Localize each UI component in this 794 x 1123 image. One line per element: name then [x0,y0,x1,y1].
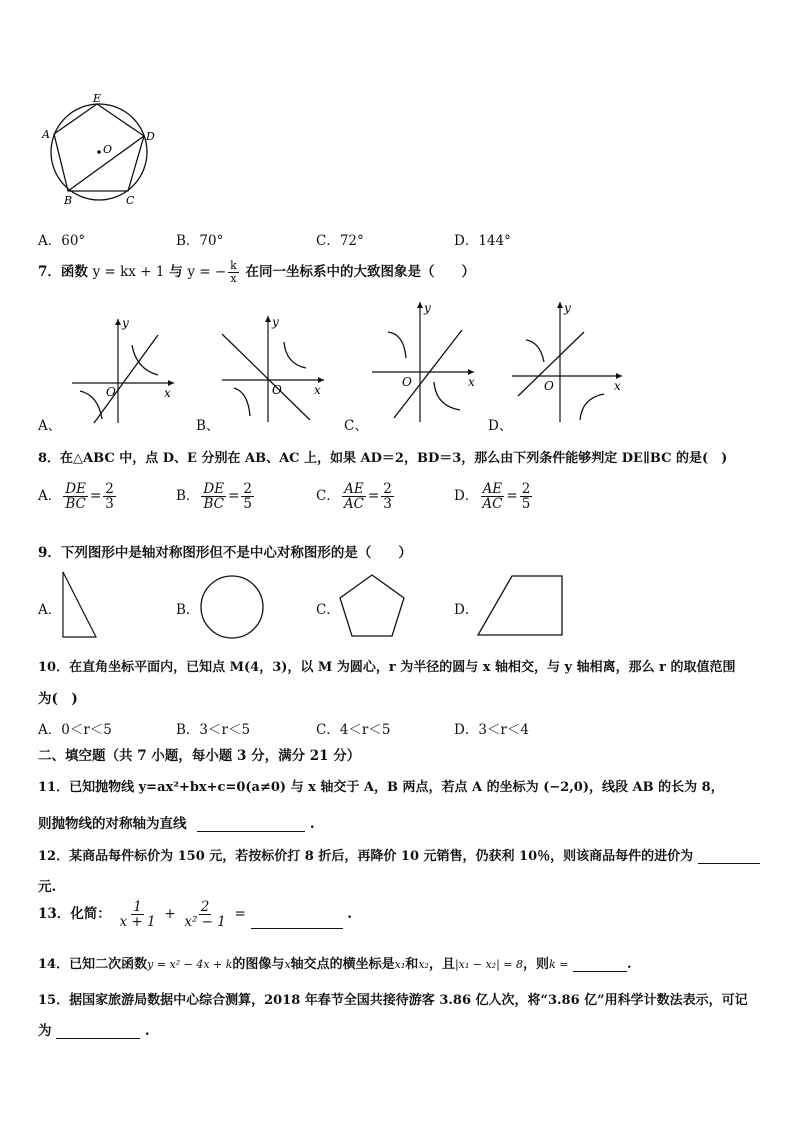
q12-answer-blank[interactable] [698,849,760,864]
q7-option-c[interactable]: C、 [344,418,368,434]
svg-text:x: x [468,375,475,389]
q6-option-d[interactable]: D．144° [454,233,511,249]
q12-stem-line2: 元. [38,879,57,895]
q14-stem: 14．已知二次函数y = x² − 4x + k的图像与x轴交点的横坐标是x₁和x₂，且|x₁ − x₂| = 8，则k = . [38,957,632,972]
svg-text:C: C [126,194,135,207]
q15-stem-line2: 为 . [38,1023,150,1039]
q13-stem: 13．化简： $\frac{1}{x + 1}$ + $\frac{2}{\text{x² − 1}}$ = . [38,899,352,931]
svg-text:x: x [314,383,321,397]
svg-text:A: A [42,128,50,141]
q9-option-b[interactable]: B． [176,602,200,618]
q7-graph-b [212,312,332,424]
q10-option-a[interactable]: A．0＜r＜5 [38,722,112,738]
q9-option-a[interactable]: A． [38,602,62,618]
q15-answer-blank[interactable] [56,1024,140,1039]
q11-stem-line1: 11．已知抛物线 y=ax²+bx+c=0(a≠0) 与 x 轴交于 A，B 两点，若点 A 的坐标为 (−2,0)，线段 AB 的长为 8， [38,780,724,795]
q8-option-a[interactable]: A． $\frac{DE}{BC}$ = $\frac{2}{3}$ [38,481,114,513]
q15-stem-line1: 15．据国家旅游局数据中心综合测算，2018 年春节全国共接待游客 3.86 亿人次，将“3.86 亿”用科学计数法表示，可记 [38,993,748,1008]
q6-option-b[interactable]: B．70° [176,233,224,249]
svg-text:O: O [402,375,412,389]
svg-text:E: E [93,92,102,105]
svg-text:y: y [564,301,571,315]
svg-text:O: O [103,143,113,156]
svg-text:B: B [64,194,73,207]
q9-right-triangle [60,570,100,640]
q10-stem-line2: 为( ) [38,691,78,707]
q14-answer-blank[interactable] [573,957,627,972]
q8-option-b[interactable]: B． $\frac{DE}{BC}$ = $\frac{2}{5}$ [176,481,253,513]
svg-text:x: x [614,379,621,393]
q7-option-a[interactable]: A、 [38,418,62,434]
q10-option-b[interactable]: B．3＜r＜5 [176,722,251,738]
svg-text:y: y [272,315,279,329]
q9-trapezoid [474,573,566,639]
q9-circle [198,574,266,640]
q10-option-c[interactable]: C．4＜r＜5 [316,722,391,738]
q11-stem-line2: 则抛物线的对称轴为直线 . [38,816,315,832]
q9-pentagon [336,572,408,640]
q6-figure [36,90,166,210]
q9-stem: 9．下列图形中是轴对称图形但不是中心对称图形的是（ ） [38,545,412,561]
svg-text:x: x [164,386,171,400]
q13-answer-blank[interactable] [251,914,343,929]
q10-option-d[interactable]: D．3＜r＜4 [454,722,529,738]
q9-option-c[interactable]: C． [316,602,340,618]
q11-answer-blank[interactable] [197,817,305,832]
q9-option-d[interactable]: D． [454,602,479,618]
q7-option-d[interactable]: D、 [488,418,513,434]
svg-text:O: O [544,379,554,393]
q10-stem-line1: 10．在直角坐标平面内，已知点 M(4，3)，以 M 为圆心，r 为半径的圆与 x 轴相交，与 y 轴相离，那么 r 的取值范围 [38,660,736,675]
section-heading-fill-in: 二、填空题（共 7 小题，每小题 3 分，满分 21 分） [38,748,361,764]
q8-option-c[interactable]: C． $\frac{AE}{AC}$ = $\frac{2}{3}$ [316,481,392,513]
q7-graph-a [66,315,186,425]
svg-text:O: O [272,383,282,397]
svg-text:D: D [146,130,155,143]
q7-graph-c [368,298,488,424]
svg-text:y: y [424,301,431,315]
q7-stem: 7．函数 y = kx + 1 与 y = − $\frac{k}{x}$ 在同一坐标系中的大致图象是（ ） [38,259,476,285]
q7-graph-d [508,298,628,424]
q12-stem-line1: 12．某商品每件标价为 150 元，若按标价打 8 折后，再降价 10 元销售，仍获利 10％，则该商品每件的进价为 [38,845,760,864]
q6-option-a[interactable]: A．60° [38,233,86,249]
q8-stem: 8．在△ABC 中，点 D、E 分别在 AB、AC 上，如果 AD＝2，BD＝3，那么由下列条件能够判定 DE∥BC 的是( ) [38,451,728,466]
q6-option-c[interactable]: C．72° [316,233,364,249]
q7-option-b[interactable]: B、 [196,418,220,434]
svg-text:y: y [122,316,129,330]
q8-option-d[interactable]: D． $\frac{AE}{AC}$ = $\frac{2}{5}$ [454,481,531,513]
svg-text:O: O [106,385,116,399]
